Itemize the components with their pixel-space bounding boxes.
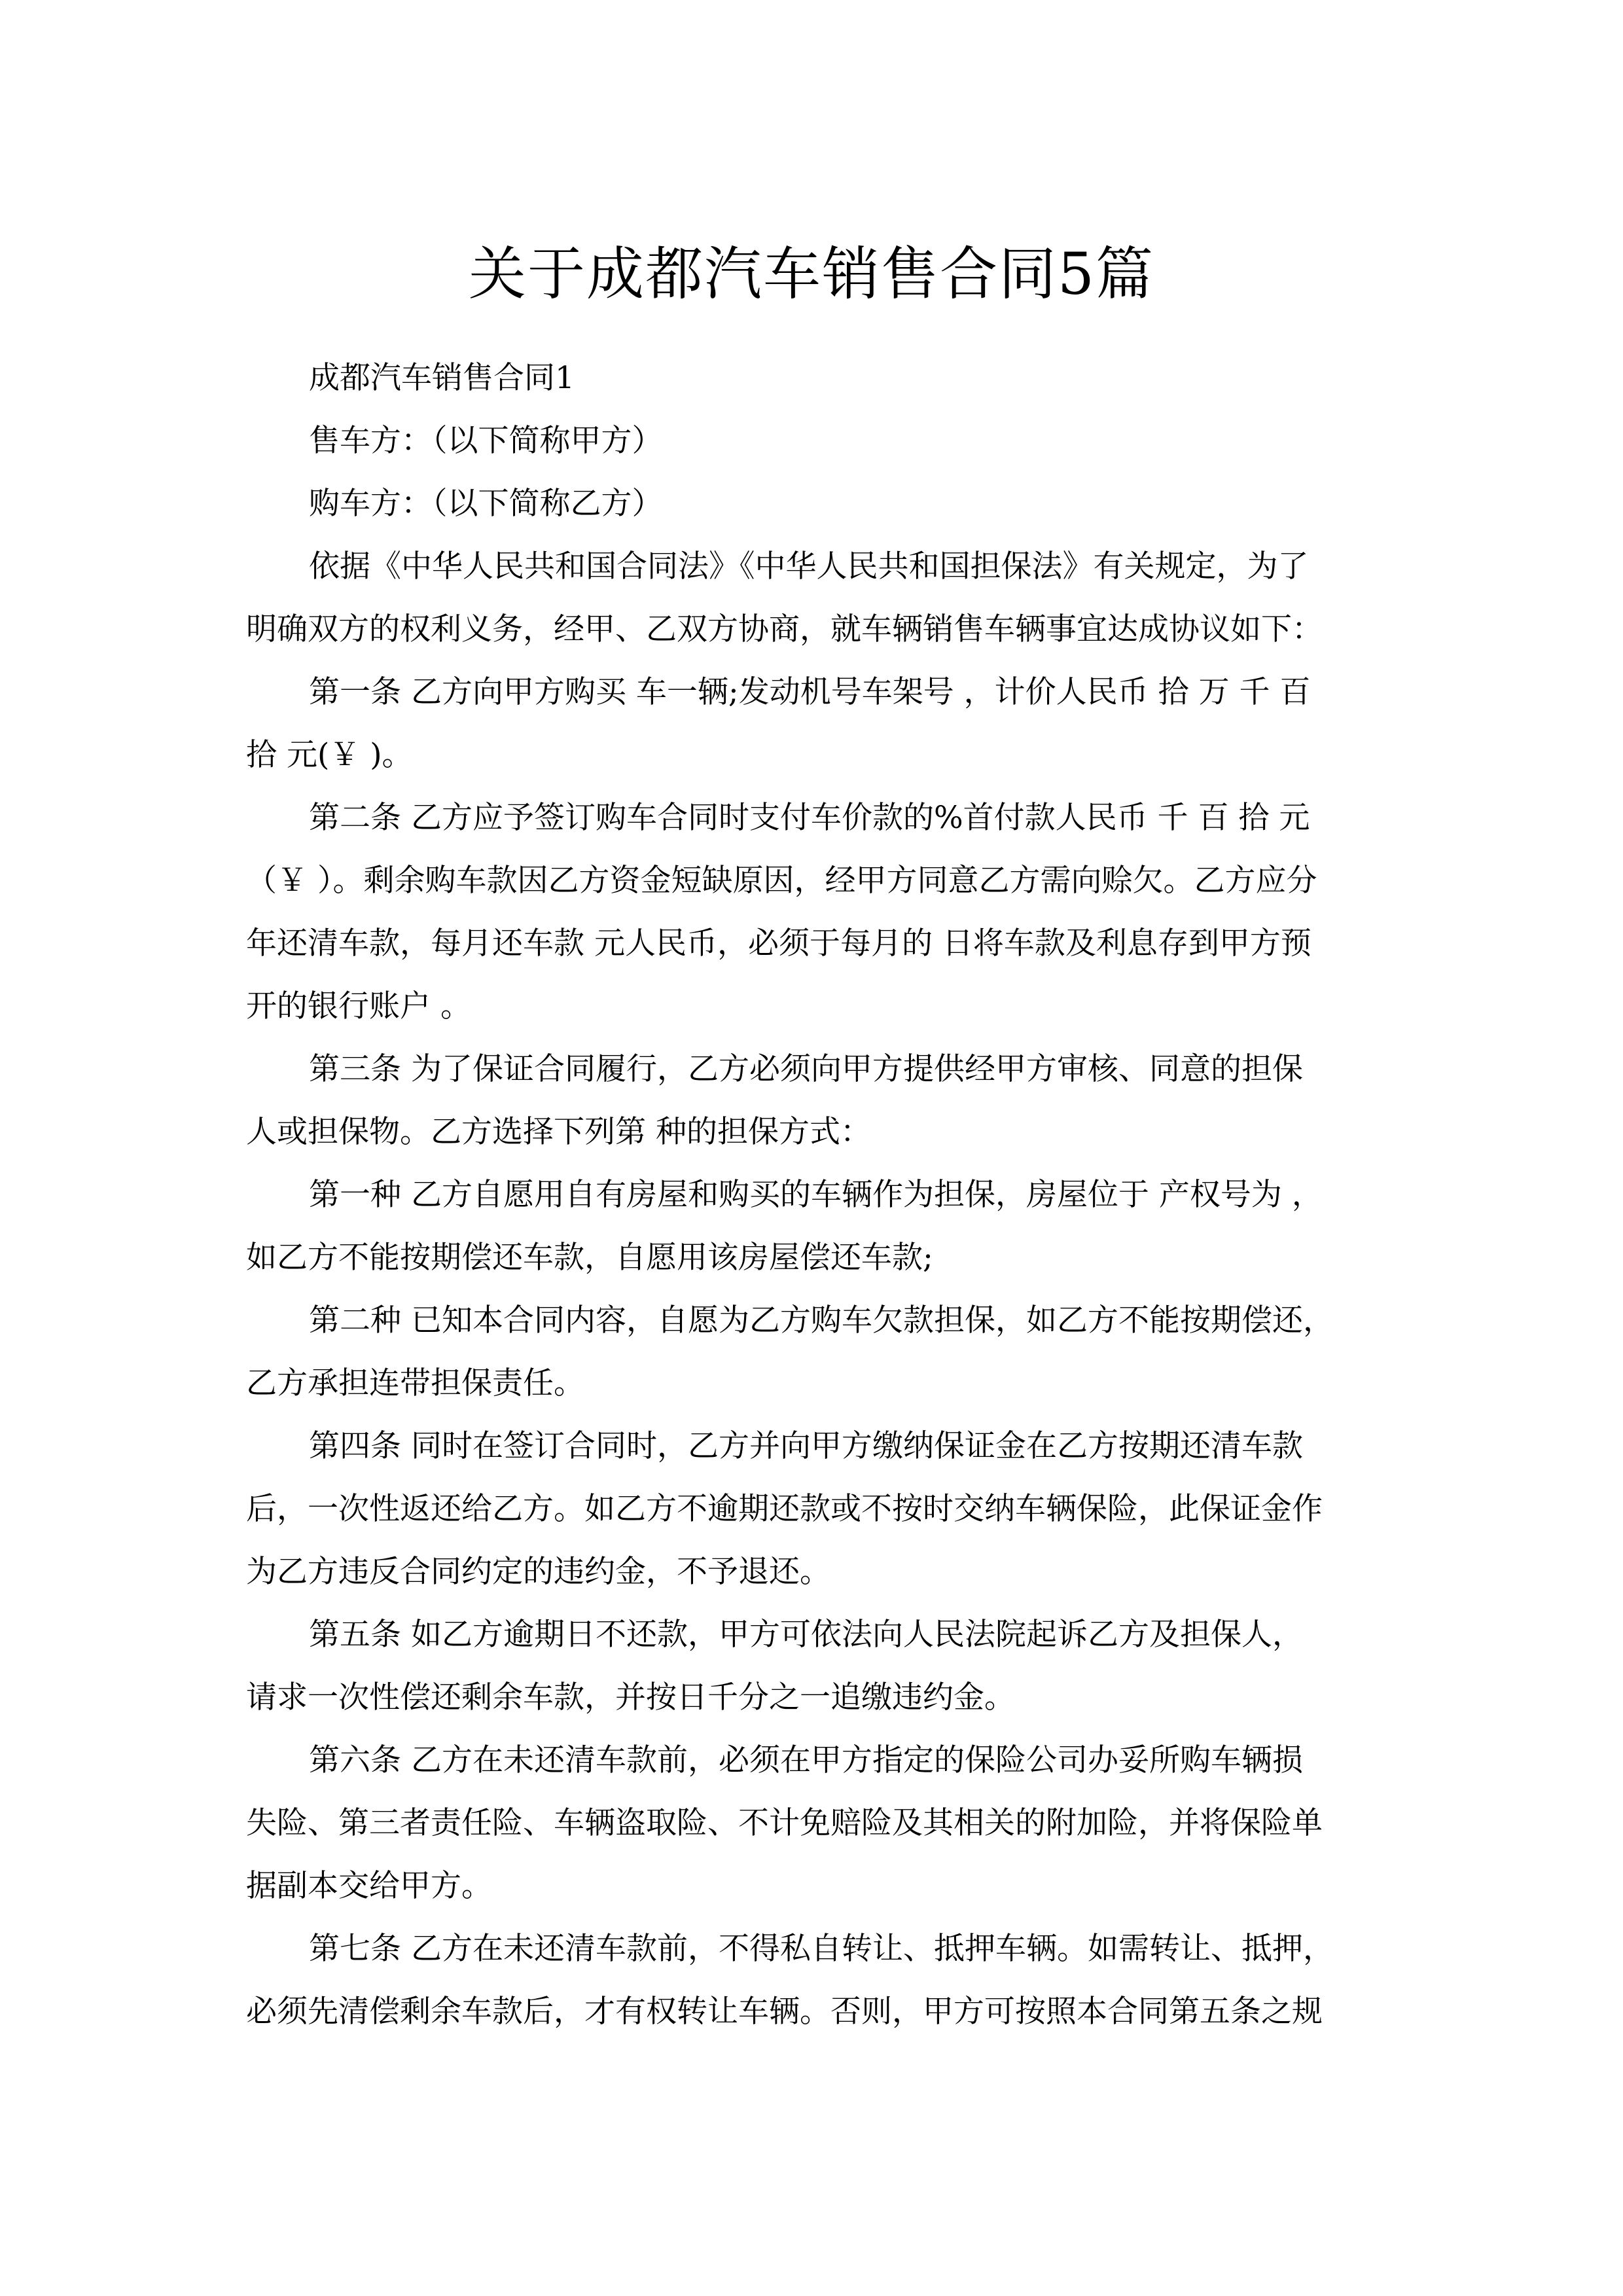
text-line: 第一种 乙方自愿用自有房屋和购买的车辆作为担保，房屋位于 产权号为 ，	[309, 1177, 1323, 1213]
text-line: 成都汽车销售合同1	[309, 360, 575, 396]
contract-heading	[246, 347, 1398, 410]
text-line: 第二种 已知本合同内容，自愿为乙方购车欠款担保，如乙方不能按期偿还，	[309, 1302, 1334, 1338]
guarantee-option-2-paragraph	[246, 1289, 1398, 1415]
text-line: 第二条 乙方应予签订购车合同时支付车价款的%首付款人民币 千 百 拾 元	[309, 800, 1310, 836]
document-title: 关于成都汽车销售合同5篇	[469, 240, 1154, 308]
article-3-paragraph	[246, 1038, 1398, 1164]
article-6-paragraph	[246, 1729, 1398, 1918]
document-body	[246, 347, 1398, 2043]
text-line: 必须先清偿剩余车款后，才有权转让车辆。否则，甲方可按照本合同第五条之规	[246, 1994, 1323, 2030]
article-2-paragraph	[246, 787, 1398, 1038]
text-line: （￥ ）。剩余购车款因乙方资金短缺原因，经甲方同意乙方需向赊欠。乙方应分	[246, 863, 1317, 899]
text-line: 第三条 为了保证合同履行，乙方必须向甲方提供经甲方审核、同意的担保	[309, 1051, 1303, 1087]
text-line: 第一条 乙方向甲方购买 车一辆;发动机号车架号 ，计价人民币 拾 万 千 百	[309, 674, 1311, 710]
text-line: 据副本交给甲方。	[246, 1868, 492, 1904]
buyer-line	[246, 473, 1398, 535]
text-line: 请求一次性偿还剩余车款，并按日千分之一追缴违约金。	[246, 1679, 1015, 1715]
text-line: 人或担保物。乙方选择下列第 种的担保方式：	[246, 1114, 871, 1150]
text-line: 第六条 乙方在未还清车款前，必须在甲方指定的保险公司办妥所购车辆损	[309, 1742, 1303, 1778]
article-1-paragraph	[246, 661, 1398, 787]
text-line: 拾 元(￥ )。	[246, 737, 413, 773]
text-line: 年还清车款，每月还车款 元人民币，必须于每月的 日将车款及利息存到甲方预	[246, 925, 1311, 961]
text-line: 开的银行账户 。	[246, 988, 471, 1024]
article-4-paragraph	[246, 1415, 1398, 1604]
article-7-paragraph	[246, 1918, 1398, 2043]
guarantee-option-1-paragraph	[246, 1164, 1398, 1289]
article-5-paragraph	[246, 1604, 1398, 1729]
text-line: 第五条 如乙方逾期日不还款，甲方可依法向人民法院起诉乙方及担保人，	[309, 1617, 1303, 1653]
text-line: 为乙方违反合同约定的违约金，不予退还。	[246, 1554, 830, 1590]
text-line: 如乙方不能按期偿还车款，自愿用该房屋偿还车款;	[246, 1240, 933, 1276]
text-line: 依据《中华人民共和国合同法》《中华人民共和国担保法》有关规定，为了	[309, 548, 1309, 584]
seller-line	[246, 410, 1398, 473]
text-line: 乙方承担连带担保责任。	[246, 1365, 584, 1401]
text-line: 第四条 同时在签订合同时，乙方并向甲方缴纳保证金在乙方按期还清车款	[309, 1428, 1303, 1464]
text-line: 后，一次性返还给乙方。如乙方不逾期还款或不按时交纳车辆保险，此保证金作	[246, 1491, 1323, 1527]
text-line: 明确双方的权利义务，经甲、乙双方协商，就车辆销售车辆事宜达成协议如下：	[246, 611, 1323, 647]
text-line: 售车方：（以下简称甲方）	[309, 423, 663, 459]
text-line: 购车方：（以下简称乙方）	[309, 486, 663, 522]
text-line: 第七条 乙方在未还清车款前，不得私自转让、抵押车辆。如需转让、抵押，	[309, 1931, 1334, 1967]
preamble-paragraph	[246, 535, 1398, 661]
text-line: 失险、第三者责任险、车辆盗取险、不计免赔险及其相关的附加险，并将保险单	[246, 1805, 1323, 1841]
